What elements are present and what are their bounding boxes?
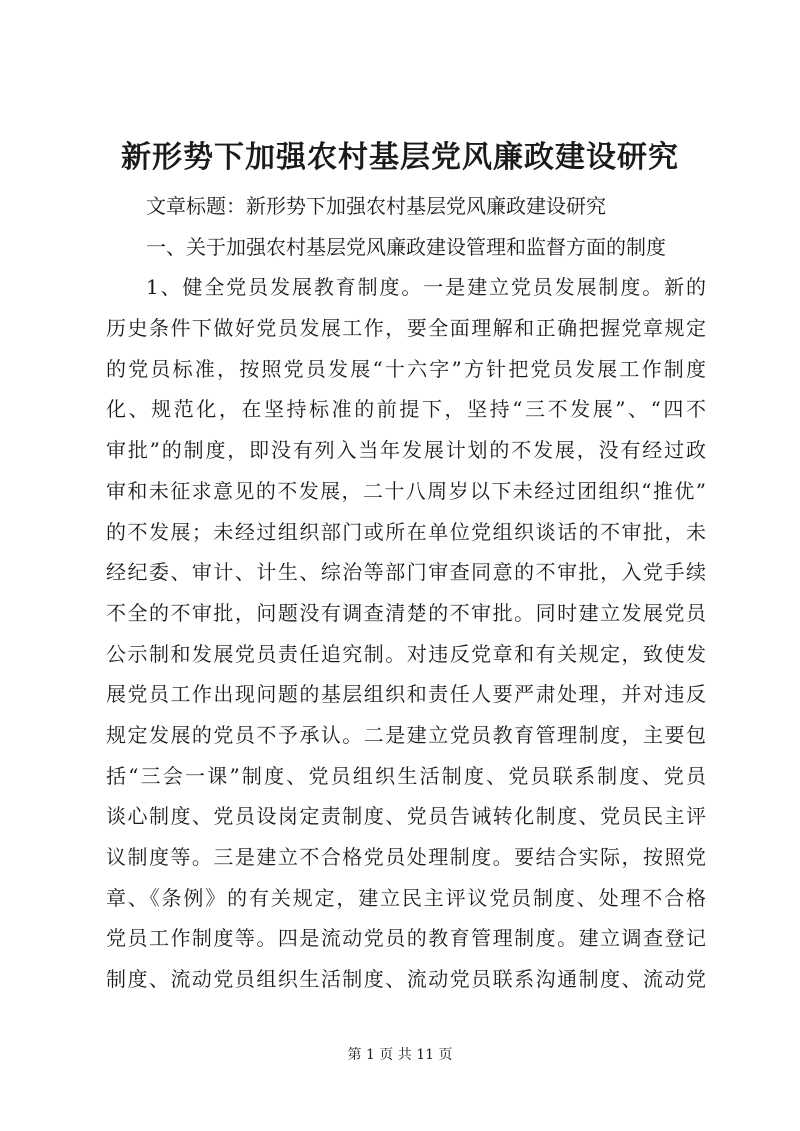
body-text-line: 一、关于加强农村基层党风廉政建设管理和监督方面的制度 (146, 234, 666, 259)
body-text-line: 不全的不审批，问题没有调查清楚的不审批。同时建立发展党员 (106, 600, 706, 625)
body-text-line: 制度、流动党员组织生活制度、流动党员联系沟通制度、流动党 (106, 967, 706, 992)
document-title: 新形势下加强农村基层党风廉政建设研究 (121, 140, 679, 175)
body-text-line: 章、《条例》的有关规定，建立民主评议党员制度、处理不合格 (106, 885, 706, 910)
body-text-line: 公示制和发展党员责任追究制。对违反党章和有关规定，致使发 (106, 641, 706, 666)
page-footer: 第 1 页 共 11 页 (347, 1047, 453, 1063)
body-text-line: 文章标题：新形势下加强农村基层党风廉政建设研究 (146, 194, 606, 218)
body-text-line: 1、健全党员发展教育制度。一是建立党员发展制度。新的 (146, 275, 706, 300)
document-body (106, 186, 706, 1000)
body-text-line: 审和未征求意见的不发展，二十八周岁以下未经过团组织“推优” (106, 478, 706, 503)
body-text-line: 的党员标准，按照党员发展“十六字”方针把党员发展工作制度 (106, 356, 706, 381)
body-text-line: 议制度等。三是建立不合格党员处理制度。要结合实际，按照党 (106, 845, 706, 869)
body-text-line: 展党员工作出现问题的基层组织和责任人要严肃处理，并对违反 (106, 682, 706, 707)
body-text-line: 经纪委、审计、计生、综治等部门审查同意的不审批，入党手续 (106, 560, 706, 585)
body-text-line: 规定发展的党员不予承认。二是建立党员教育管理制度，主要包 (106, 722, 706, 747)
body-text-line: 谈心制度、党员设岗定责制度、党员告诫转化制度、党员民主评 (106, 804, 706, 829)
body-text-line: 历史条件下做好党员发展工作，要全面理解和正确把握党章规定 (106, 316, 706, 341)
body-text-line: 审批”的制度，即没有列入当年发展计划的不发展，没有经过政 (106, 438, 706, 463)
body-text-line: 括“三会一课”制度、党员组织生活制度、党员联系制度、党员 (106, 763, 706, 788)
body-text-line: 的不发展；未经过组织部门或所在单位党组织谈话的不审批，未 (106, 519, 706, 544)
body-text-line: 化、规范化，在坚持标准的前提下，坚持“三不发展”、“四不 (106, 397, 706, 422)
body-text-line: 党员工作制度等。四是流动党员的教育管理制度。建立调查登记 (106, 926, 706, 951)
